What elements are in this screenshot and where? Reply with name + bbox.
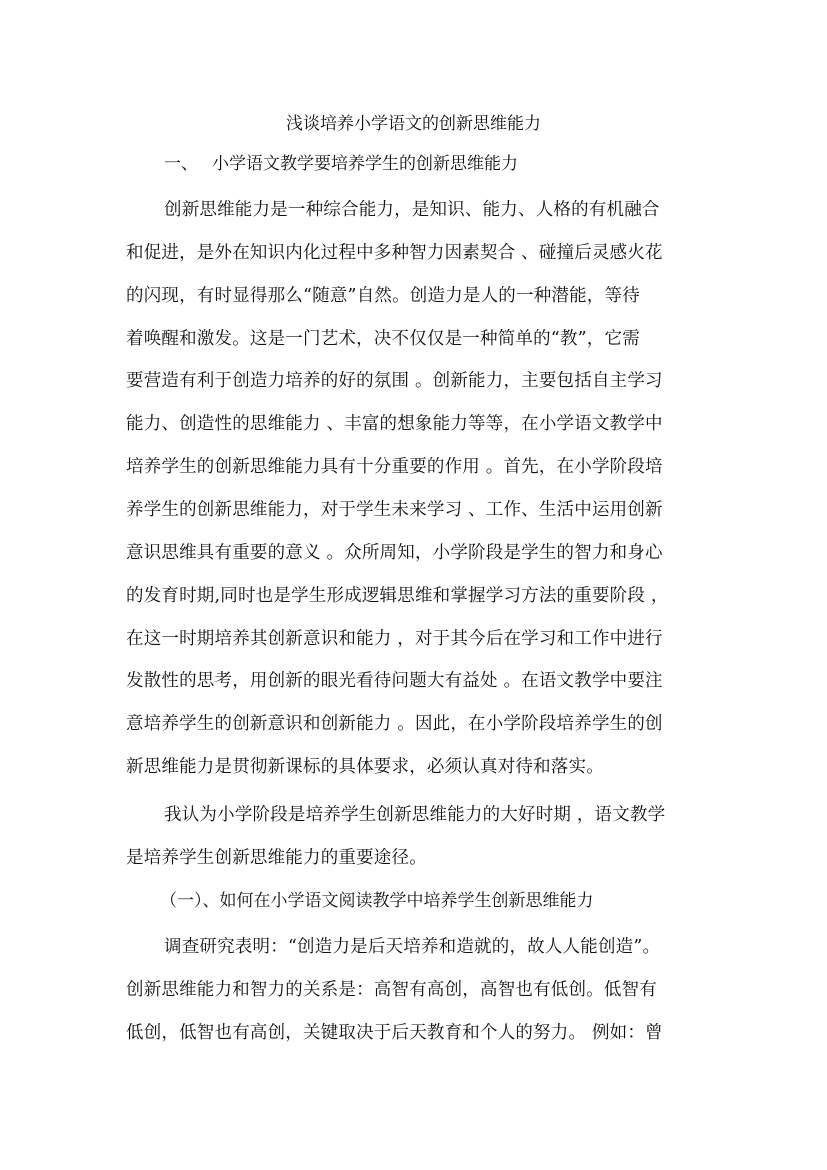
paragraph-line: 要营造有利于创造力培养的好的氛围 。创新能力，主要包括自主学习: [126, 371, 663, 391]
paragraph-line: 和促进，是外在知识内化过程中多种智力因素契合 、碰撞后灵感火花: [126, 243, 663, 263]
paragraph-line: 创新思维能力是一种综合能力，是知识、能力、人格的有机融合: [164, 200, 660, 220]
subsection-heading: （一）、如何在小学语文阅读教学中培养学生创新思维能力: [160, 891, 594, 911]
paragraph-line: 养学生的创新思维能力，对于学生未来学习 、工作、生活中运用创新: [126, 500, 663, 520]
paragraph-line: 的发育时期,同时也是学生形成逻辑思维和掌握学习方法的重要阶段 ，: [126, 586, 669, 606]
document-title: 浅谈培养小学语文的创新思维能力: [286, 114, 541, 134]
paragraph-line: 意识思维具有重要的意义 。众所周知，小学阶段是学生的智力和身心: [126, 543, 663, 563]
section-number: 一、: [164, 154, 198, 174]
paragraph-line: 是培养学生创新思维能力的重要途径。: [126, 848, 427, 868]
paragraph-line: 我认为小学阶段是培养学生创新思维能力的大好时期 ，语文教学: [164, 805, 666, 825]
paragraph-line: 的闪现，有时显得那么“随意”自然。创造力是人的一种潜能，等待: [126, 286, 640, 306]
paragraph-line: 低创，低智也有高创，关键取决于后天教育和个人的努力。 例如：曾: [126, 1023, 663, 1043]
section-heading: 小学语文教学要培养学生的创新思维能力: [212, 154, 518, 174]
paragraph-line: 新思维能力是贯彻新课标的具体要求，必须认真对待和落实。: [126, 757, 604, 777]
paragraph-line: 发散性的思考，用创新的眼光看待问题大有益处 。在语文教学中要注: [126, 671, 663, 691]
paragraph-line: 创新思维能力和智力的关系是：高智有高创，高智也有低创。低智有: [126, 980, 657, 1000]
paragraph-line: 意培养学生的创新意识和创新能力 。因此，在小学阶段培养学生的创: [126, 714, 663, 734]
paragraph-line: 在这一时期培养其创新意识和能力 ，对于其今后在学习和工作中进行: [126, 629, 663, 649]
paragraph-line: 能力、创造性的思维能力 、丰富的想象能力等等，在小学语文教学中: [126, 414, 663, 434]
paragraph-line: 着唤醒和激发。这是一门艺术，决不仅仅是一种简单的“教”，它需: [126, 329, 640, 349]
paragraph-line: 调查研究表明：“创造力是后天培养和造就的，故人人能创造”。: [164, 937, 661, 957]
paragraph-line: 培养学生的创新思维能力具有十分重要的作用 。首先，在小学阶段培: [126, 457, 663, 477]
